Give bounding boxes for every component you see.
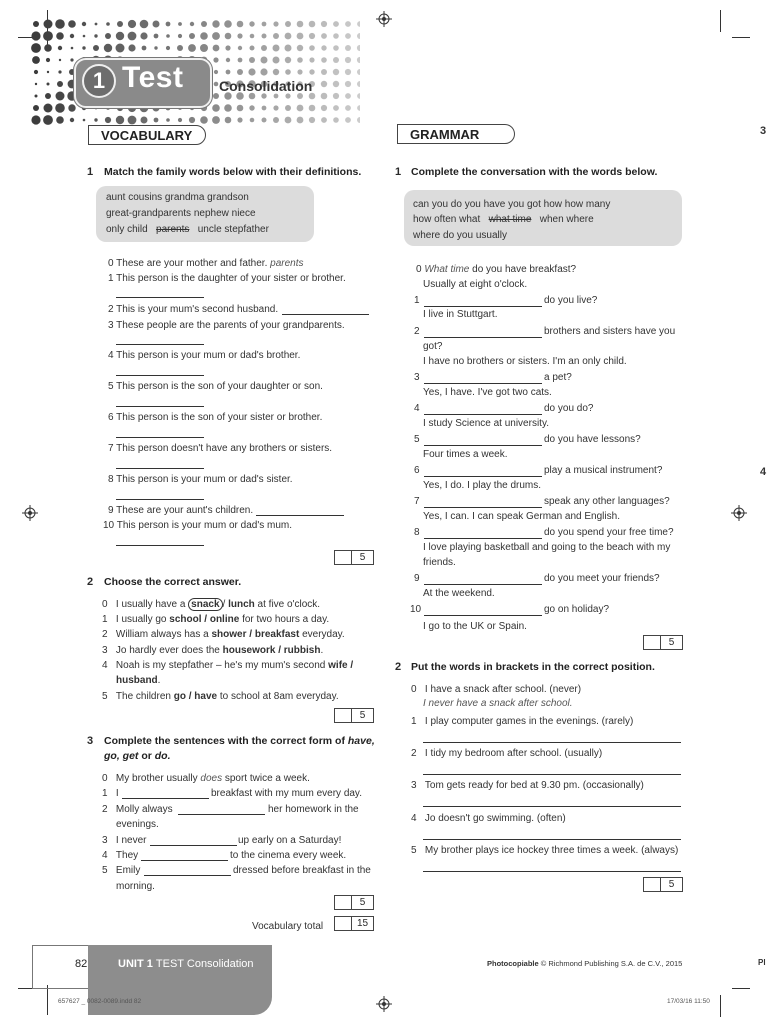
choice-item: 4 Noah is my stepfather – he's my mum's second wife / (102, 660, 354, 671)
conversation-question: a pet? (544, 372, 572, 383)
definition-item: 6 This person is the son of your sister or brother. (108, 412, 323, 423)
answer-line[interactable] (424, 383, 542, 384)
score-box[interactable]: 5 (643, 877, 683, 892)
unit-number-circle: 1 (82, 64, 116, 98)
answer-line[interactable] (424, 584, 542, 585)
circled-answer[interactable]: snack (188, 598, 222, 611)
sentence-item: 1 I (102, 788, 119, 799)
margin-text: Pl (758, 958, 766, 967)
conversation-reply: friends. (423, 557, 456, 568)
answer-line[interactable] (116, 468, 204, 469)
answer-line[interactable] (150, 845, 237, 846)
sentence-text: her homework in the (268, 804, 359, 815)
answer-line[interactable] (424, 337, 542, 338)
score-box[interactable]: 5 (334, 550, 374, 565)
example-answer: I never have a snack after school. (423, 698, 573, 709)
crop-mark (720, 10, 721, 32)
vocabulary-heading: VOCABULARY (88, 125, 206, 145)
answer-line[interactable] (141, 860, 228, 861)
word-box-line: great-grandparents nephew niece (106, 208, 256, 219)
conversation-number: 4 (414, 403, 420, 414)
answer-line[interactable] (116, 499, 204, 500)
conversation-number: 5 (414, 434, 420, 445)
example-item: 0 I have a snack after school. (never) (411, 684, 582, 695)
example-answer: What time (424, 264, 470, 275)
print-date: 17/03/16 11:50 (667, 998, 710, 1005)
example-item: 0 These are your mother and father. parents (108, 258, 304, 269)
question-number: 3 (87, 735, 94, 747)
crop-mark (732, 37, 750, 38)
conversation-question: brothers and sisters have you (544, 326, 676, 337)
choice-item: 3 Jo hardly ever does the housework / rubbish. (102, 645, 324, 656)
answer-line[interactable] (256, 515, 344, 516)
score-box[interactable]: 5 (334, 895, 374, 910)
choice-options[interactable]: housework / rubbish (222, 645, 321, 656)
position-item: 5 My brother plays ice hockey three times a week. (always) (411, 845, 679, 856)
page-subtitle: Consolidation (219, 78, 313, 94)
conversation-question: play a musical instrument? (544, 465, 663, 476)
registration-target-icon (376, 11, 392, 27)
question-instruction: go, get or do. (104, 750, 171, 762)
answer-line[interactable] (424, 615, 542, 616)
conversation-reply: At the weekend. (423, 588, 495, 599)
position-item: 4 Jo doesn't go swimming. (often) (411, 813, 566, 824)
conversation-question: do you do? (544, 403, 594, 414)
grammar-heading: GRAMMAR (397, 124, 515, 144)
answer-line[interactable] (116, 437, 204, 438)
example-reply: Usually at eight o'clock. (423, 279, 528, 290)
answer-line[interactable] (116, 406, 204, 407)
conversation-reply: I love playing basketball and going to the beach with my (423, 542, 671, 553)
answer-line[interactable] (116, 344, 204, 345)
definition-item: 4 This person is your mum or dad's brother. (108, 350, 301, 361)
answer-line[interactable] (424, 476, 542, 477)
answer-line[interactable] (122, 798, 209, 799)
conversation-number: 6 (414, 465, 420, 476)
example-answer: does (200, 773, 223, 784)
choice-options[interactable]: school / online (169, 614, 240, 625)
conversation-number: 10 (410, 604, 422, 615)
sentence-text: breakfast with my mum every day. (211, 788, 362, 799)
definition-item: 5 This person is the son of your daughter or son. (108, 381, 323, 392)
page-number: 82 (75, 958, 88, 970)
definition-item: 9 These are your aunt's children. (108, 505, 254, 516)
answer-line[interactable] (144, 875, 231, 876)
answer-line[interactable] (423, 839, 681, 840)
conversation-reply: I go to the UK or Spain. (423, 621, 527, 632)
question-number: 1 (87, 166, 94, 178)
example-item: 0 What time do you have breakfast? (416, 264, 577, 275)
sentence-text: evenings. (116, 819, 159, 830)
word-box-line: how often what what time when where (413, 214, 594, 225)
conversation-question: got? (423, 341, 443, 352)
question-instruction: Match the family words below with their definitions. (104, 166, 362, 178)
score-box[interactable]: 5 (334, 708, 374, 723)
crop-mark (720, 995, 721, 1017)
sentence-text: to the cinema every week. (230, 850, 347, 861)
sentence-text: morning. (116, 881, 155, 892)
position-item: 3 Tom gets ready for bed at 9.30 pm. (occasionally) (411, 780, 644, 791)
sentence-item: 0 My brother usually does sport twice a week. (102, 773, 310, 784)
choice-item: 5 The children go / have to school at 8am everyday. (102, 691, 339, 702)
conversation-question: do you meet your friends? (544, 573, 660, 584)
position-item: 1 I play computer games in the evenings. (rarely) (411, 716, 634, 727)
sentence-item: 2 Molly always (102, 804, 173, 815)
conversation-number: 1 (414, 295, 420, 306)
conversation-reply: I study Science at university. (423, 418, 549, 429)
word-box-line: can you do you have you got how how many (413, 199, 611, 210)
sentence-item: 4 They (102, 850, 139, 861)
margin-number: 4 (760, 466, 767, 478)
crossed-word: what time (488, 214, 532, 225)
conversation-number: 8 (414, 527, 420, 538)
answer-line[interactable] (424, 306, 542, 307)
answer-line[interactable] (424, 445, 542, 446)
crossed-word: parents (156, 224, 190, 235)
definition-item: 7 This person doesn't have any brothers or sisters. (108, 443, 333, 454)
answer-line[interactable] (178, 814, 265, 815)
definition-item: 1 This person is the daughter of your sister or brother. (108, 273, 346, 284)
definition-item: 2 This is your mum's second husband. (108, 304, 279, 315)
question-instruction: Complete the conversation with the words below. (411, 166, 658, 178)
position-item: 2 I tidy my bedroom after school. (usually) (411, 748, 603, 759)
total-score-box[interactable]: 15 (334, 916, 374, 931)
choice-options[interactable]: wife / (328, 660, 354, 671)
choice-item: husband. (116, 675, 161, 686)
choice-options[interactable]: go / have (173, 691, 218, 702)
answer-line[interactable] (116, 297, 204, 298)
conversation-number: 9 (414, 573, 420, 584)
answer-line[interactable] (423, 871, 681, 872)
conversation-number: 3 (414, 372, 420, 383)
conversation-reply: Four times a week. (423, 449, 508, 460)
answer-line[interactable] (424, 538, 542, 539)
sentence-item: 5 Emily (102, 865, 141, 876)
margin-number: 3 (760, 125, 767, 137)
conversation-reply: Yes, I do. I play the drums. (423, 480, 542, 491)
choice-options[interactable]: husband (116, 675, 158, 686)
word-box-line: where do you usually (413, 230, 507, 241)
conversation-question: speak any other languages? (544, 496, 670, 507)
footer-unit: UNIT 1 TEST Consolidation (118, 958, 254, 970)
file-slug: 657627 _ 0082-0089.indd 82 (58, 998, 142, 1005)
choice-item: 2 William always has a shower / breakfast everyday. (102, 629, 345, 640)
conversation-number: 2 (414, 326, 420, 337)
answer-line[interactable] (424, 414, 542, 415)
question-number: 2 (87, 576, 94, 588)
answer-line[interactable] (424, 507, 542, 508)
conversation-question: do you live? (544, 295, 598, 306)
sentence-text: dressed before breakfast in the (233, 865, 371, 876)
question-instruction: Complete the sentences with the correct form of have, (104, 735, 375, 747)
crop-mark (47, 985, 48, 1015)
conversation-reply: Yes, I can. I can speak German and English. (423, 511, 620, 522)
answer-line[interactable] (423, 774, 681, 775)
answer-line[interactable] (116, 545, 204, 546)
conversation-number: 7 (414, 496, 420, 507)
footer-copyright: Photocopiable © Richmond Publishing S.A. de C.V., 2015 (487, 959, 683, 968)
conversation-reply: Yes, I have. I've got two cats. (423, 387, 552, 398)
conversation-question: go on holiday? (544, 604, 610, 615)
vocabulary-total-label: Vocabulary total (252, 921, 324, 932)
choice-options[interactable]: shower / breakfast (211, 629, 300, 640)
word-box-line: aunt cousins grandma grandson (106, 192, 249, 203)
conversation-reply: I live in Stuttgart. (423, 309, 498, 320)
registration-target-icon (376, 996, 392, 1012)
definition-item: 3 These people are the parents of your grandparents. (108, 320, 345, 331)
score-box[interactable]: 5 (643, 635, 683, 650)
question-instruction: Put the words in brackets in the correct position. (411, 661, 655, 673)
registration-target-icon (22, 505, 38, 521)
question-number: 2 (395, 661, 402, 673)
choice-item: 0 I usually have a snack / lunch at five o'clock. (102, 599, 321, 610)
test-title: Test (122, 61, 184, 94)
answer-line[interactable] (423, 806, 681, 807)
sentence-text: up early on a Saturday! (238, 835, 342, 846)
answer-line[interactable] (116, 375, 204, 376)
registration-target-icon (731, 505, 747, 521)
question-instruction: Choose the correct answer. (104, 576, 242, 588)
example-answer: parents (270, 258, 304, 269)
conversation-reply: I have no brothers or sisters. I'm an only child. (423, 356, 627, 367)
crop-mark (732, 988, 750, 989)
definition-item: 10 This person is your mum or dad's mum. (103, 520, 293, 531)
word-box-line: only child parents uncle stepfather (106, 224, 269, 235)
answer-line[interactable] (423, 742, 681, 743)
sentence-item: 3 I never (102, 835, 147, 846)
answer-line[interactable] (282, 314, 369, 315)
question-number: 1 (395, 166, 402, 178)
definition-item: 8 This person is your mum or dad's sister. (108, 474, 293, 485)
conversation-question: do you spend your free time? (544, 527, 674, 538)
choice-item: 1 I usually go school / online for two hours a day. (102, 614, 330, 625)
conversation-question: do you have lessons? (544, 434, 641, 445)
